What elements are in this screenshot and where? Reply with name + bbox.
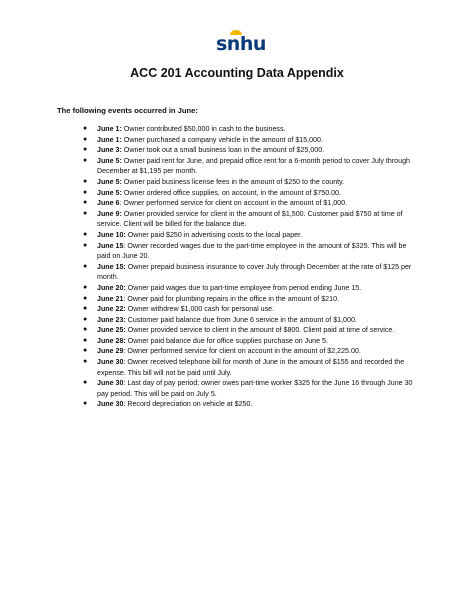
- event-item: [83, 124, 418, 135]
- event-description: Owner paid business license fees in the amount of $250 to the county.: [121, 177, 345, 186]
- bullet-icon: ●: [83, 199, 88, 207]
- event-date: June 30: [97, 358, 124, 367]
- event-item: [83, 346, 418, 357]
- event-date: June 30: [97, 400, 124, 409]
- event-description: Owner provided service to client in the amount of $800. Client paid at time of service.: [125, 326, 395, 335]
- event-date: June 5:: [97, 177, 122, 186]
- event-date: June 30: [97, 379, 124, 388]
- event-item: [83, 304, 418, 315]
- event-description: Owner paid $250 in advertising costs to the local paper.: [125, 230, 303, 239]
- event-date: June 20:: [97, 283, 126, 292]
- event-description: Owner ordered office supplies, on account, in the amount of $750.00.: [121, 188, 341, 197]
- event-date: June 5:: [97, 188, 122, 197]
- event-item: [83, 135, 418, 146]
- event-description: : Owner received telephone bill for month of June in the amount of $155 and recorded the expense. This bill will not be paid until July.: [97, 358, 405, 377]
- event-date: June 1:: [97, 135, 122, 144]
- event-description: Owner withdrew $1,000 cash for personal use.: [125, 305, 275, 314]
- bullet-icon: ●: [83, 379, 88, 387]
- event-item: [83, 241, 418, 262]
- event-item: [83, 315, 418, 326]
- event-date: June 9:: [97, 209, 122, 218]
- event-description: : Owner performed service for client on account in the amount of $2,225.00.: [123, 347, 361, 356]
- event-date: June 15: [97, 241, 124, 250]
- event-description: Owner provided service for client in the amount of $1,500. Customer paid $750 at time of service. Client will be billed for the balance due.: [97, 209, 403, 229]
- event-date: June 22:: [97, 305, 126, 314]
- event-date: June 3:: [97, 146, 122, 155]
- event-description: Customer paid balance due from June 6 service in the amount of $1,000.: [125, 315, 357, 324]
- event-date: June 6: [97, 199, 120, 208]
- event-item: [83, 145, 418, 156]
- bullet-icon: ●: [83, 125, 88, 132]
- event-description: Owner contributed $50,000 in cash to the business.: [121, 125, 286, 133]
- event-date: June 23:: [97, 315, 126, 324]
- event-item: [83, 209, 418, 230]
- bullet-icon: ●: [83, 294, 88, 302]
- bullet-icon: ●: [83, 188, 88, 196]
- bullet-icon: ●: [83, 347, 88, 355]
- event-description: : Owner paid for plumbing repairs in the office in the amount of $210.: [123, 294, 339, 303]
- event-description: Owner paid rent for June, and prepaid office rent for a 6-month period to cover July through December at $1,195 per month.: [97, 156, 410, 176]
- bullet-icon: ●: [83, 315, 88, 323]
- bullet-icon: ●: [83, 336, 88, 344]
- event-item: [83, 294, 418, 305]
- event-description: : Owner performed service for client on account in the amount of $1,000.: [119, 199, 348, 208]
- event-date: June 5:: [97, 156, 122, 165]
- event-item: [83, 188, 418, 199]
- bullet-icon: ●: [83, 262, 88, 270]
- event-item: [83, 177, 418, 188]
- bullet-icon: ●: [83, 358, 88, 366]
- bullet-icon: ●: [83, 156, 88, 164]
- event-description: Owner took out a small business loan in the amount of $25,000.: [121, 146, 325, 155]
- event-date: June 1:: [97, 125, 122, 133]
- event-description: Owner prepaid business insurance to cover July through December at the rate of $125 per month.: [97, 262, 412, 282]
- event-description: : Record depreciation on vehicle at $250.: [123, 400, 253, 409]
- intro-text: The following events occurred in June:: [57, 106, 198, 115]
- bullet-icon: ●: [83, 283, 88, 291]
- event-item: [83, 378, 418, 399]
- document-title: ACC 201 Accounting Data Appendix: [130, 66, 344, 80]
- bullet-icon: ●: [83, 241, 88, 249]
- event-item: [83, 198, 418, 209]
- bullet-icon: ●: [83, 209, 88, 217]
- event-item: [83, 399, 418, 410]
- bullet-icon: ●: [83, 135, 88, 143]
- event-date: June 28:: [97, 336, 126, 345]
- bullet-icon: ●: [83, 146, 88, 154]
- bullet-icon: ●: [83, 230, 88, 238]
- event-date: June 21: [97, 294, 124, 303]
- event-date: June 29: [97, 347, 124, 356]
- event-item: [83, 283, 418, 294]
- event-item: [83, 336, 418, 347]
- event-list: [83, 124, 418, 410]
- bullet-icon: ●: [83, 177, 88, 185]
- event-item: [83, 230, 418, 241]
- event-item: [83, 325, 418, 336]
- event-date: June 10:: [97, 230, 126, 239]
- event-description: Owner paid balance due for office supplies purchase on June 5.: [125, 336, 328, 345]
- event-item: [83, 357, 418, 378]
- event-item: [83, 262, 418, 283]
- event-description: Owner paid wages due to part-time employee from period ending June 15.: [125, 283, 362, 292]
- event-description: : Owner recorded wages due to the part-time employee in the amount of $325. This will be paid on June 20.: [97, 241, 407, 261]
- event-date: June 25:: [97, 326, 126, 335]
- bullet-icon: ●: [83, 326, 88, 334]
- bullet-icon: ●: [83, 400, 88, 408]
- event-description: Owner purchased a company vehicle in the amount of $15,000.: [121, 135, 323, 144]
- event-description: : Last day of pay period; owner owes part-time worker $325 for the June 16 through June 30 pay period. This will be paid on July 5.: [97, 379, 413, 398]
- logo-text: snhu: [216, 33, 266, 55]
- event-date: June 15:: [97, 262, 126, 271]
- bullet-icon: ●: [83, 305, 88, 313]
- snhu-logo: [216, 30, 266, 58]
- event-item: [83, 156, 418, 177]
